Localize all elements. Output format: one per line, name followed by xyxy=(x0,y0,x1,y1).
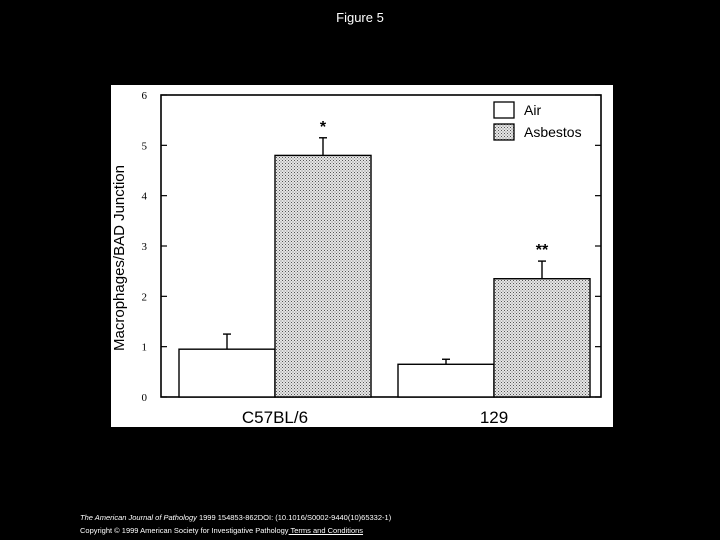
figure-panel xyxy=(111,85,613,427)
copyright-line xyxy=(80,526,363,535)
x-tick-label: C57BL/6 xyxy=(241,408,309,427)
bars xyxy=(179,119,590,397)
legend xyxy=(494,102,582,140)
y-axis-label: Macrophages/BAD Junction xyxy=(111,165,128,351)
y-tick-label: 2 xyxy=(141,291,147,304)
y-tick-label: 0 xyxy=(141,392,147,404)
bar-asbestos-0 xyxy=(275,155,371,397)
y-tick-label: 6 xyxy=(141,90,147,102)
bar-air-0 xyxy=(179,349,275,397)
slide-title: Figure 5 xyxy=(336,10,384,25)
terms-and-conditions-link[interactable]: Terms and Conditions xyxy=(288,526,364,535)
citation xyxy=(80,512,391,523)
x-tick-labels xyxy=(242,408,508,427)
significance-marker: ** xyxy=(535,242,549,260)
y-tick-label: 1 xyxy=(141,341,147,354)
citation-journal: The American Journal of Pathology xyxy=(80,513,197,522)
x-tick-label: 129 xyxy=(479,408,509,427)
significance-marker: * xyxy=(319,118,327,136)
y-tick-label: 4 xyxy=(141,190,147,203)
bar-asbestos-1 xyxy=(494,279,590,397)
legend-swatch-air xyxy=(494,102,514,118)
bar-chart xyxy=(111,85,613,427)
copyright-text: Copyright © 1999 American Society for Investigative Pathology xyxy=(80,526,289,535)
citation-details: 1999 154853-862DOI: (10.1016/S0002-9440(10)65332-1) xyxy=(196,513,392,522)
legend-swatch-asbestos xyxy=(494,124,514,140)
y-tick-label: 5 xyxy=(141,140,147,153)
bar-air-1 xyxy=(398,364,494,397)
y-tick-label: 3 xyxy=(141,241,147,253)
legend-label-air: Air xyxy=(524,102,542,118)
legend-label-asbestos: Asbestos xyxy=(524,124,582,140)
